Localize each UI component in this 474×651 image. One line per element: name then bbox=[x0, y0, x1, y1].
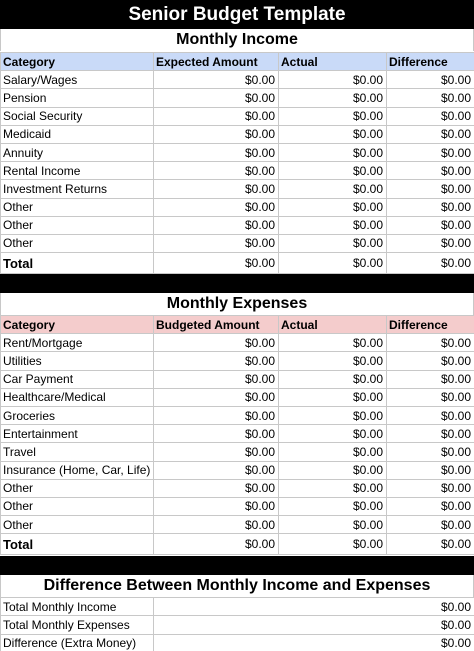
category-cell[interactable]: Rental Income bbox=[1, 162, 154, 180]
amount-cell[interactable]: $0.00 bbox=[279, 89, 387, 107]
amount-cell[interactable]: $0.00 bbox=[154, 461, 279, 479]
table-row bbox=[1, 443, 474, 461]
amount-cell[interactable]: $0.00 bbox=[279, 516, 387, 534]
amount-cell[interactable]: $0.00 bbox=[279, 125, 387, 143]
summary-amount[interactable]: $0.00 bbox=[154, 634, 474, 651]
category-cell[interactable]: Annuity bbox=[1, 143, 154, 161]
summary-row bbox=[1, 634, 474, 651]
amount-cell[interactable]: $0.00 bbox=[279, 425, 387, 443]
amount-cell[interactable]: $0.00 bbox=[387, 334, 474, 352]
table-row bbox=[1, 89, 474, 107]
amount-cell[interactable]: $0.00 bbox=[154, 352, 279, 370]
amount-cell[interactable]: $0.00 bbox=[387, 125, 474, 143]
amount-cell[interactable]: $0.00 bbox=[387, 443, 474, 461]
amount-cell[interactable]: $0.00 bbox=[154, 370, 279, 388]
table-row bbox=[1, 216, 474, 234]
column-header: Category bbox=[1, 316, 154, 334]
amount-cell[interactable]: $0.00 bbox=[279, 479, 387, 497]
total-amount[interactable]: $0.00 bbox=[154, 253, 279, 274]
total-label[interactable]: Total bbox=[1, 534, 154, 555]
amount-cell[interactable]: $0.00 bbox=[387, 89, 474, 107]
amount-cell[interactable]: $0.00 bbox=[387, 198, 474, 216]
amount-cell[interactable]: $0.00 bbox=[154, 71, 279, 89]
amount-cell[interactable]: $0.00 bbox=[387, 461, 474, 479]
category-cell[interactable]: Other bbox=[1, 216, 154, 234]
expenses-table bbox=[0, 315, 474, 555]
table-row bbox=[1, 497, 474, 515]
summary-label[interactable]: Difference (Extra Money) bbox=[1, 634, 154, 651]
total-row bbox=[1, 253, 474, 274]
category-cell[interactable]: Healthcare/Medical bbox=[1, 388, 154, 406]
difference-section-title: Difference Between Monthly Income and Expenses bbox=[0, 575, 474, 597]
table-row bbox=[1, 388, 474, 406]
table-row bbox=[1, 162, 474, 180]
amount-cell[interactable]: $0.00 bbox=[387, 370, 474, 388]
total-amount[interactable]: $0.00 bbox=[154, 534, 279, 555]
category-cell[interactable]: Other bbox=[1, 234, 154, 252]
column-header: Difference bbox=[387, 53, 474, 71]
amount-cell[interactable]: $0.00 bbox=[387, 180, 474, 198]
category-cell[interactable]: Investment Returns bbox=[1, 180, 154, 198]
table-row bbox=[1, 370, 474, 388]
amount-cell[interactable]: $0.00 bbox=[279, 461, 387, 479]
amount-cell[interactable]: $0.00 bbox=[279, 388, 387, 406]
total-amount[interactable]: $0.00 bbox=[279, 253, 387, 274]
table-row bbox=[1, 198, 474, 216]
amount-cell[interactable]: $0.00 bbox=[387, 107, 474, 125]
category-cell[interactable]: Rent/Mortgage bbox=[1, 334, 154, 352]
category-cell[interactable]: Car Payment bbox=[1, 370, 154, 388]
amount-cell[interactable]: $0.00 bbox=[279, 71, 387, 89]
summary-label[interactable]: Total Monthly Expenses bbox=[1, 616, 154, 634]
category-cell[interactable]: Travel bbox=[1, 443, 154, 461]
column-header: Expected Amount bbox=[154, 53, 279, 71]
amount-cell[interactable]: $0.00 bbox=[154, 162, 279, 180]
amount-cell[interactable]: $0.00 bbox=[387, 388, 474, 406]
total-row bbox=[1, 534, 474, 555]
total-amount[interactable]: $0.00 bbox=[387, 253, 474, 274]
category-cell[interactable]: Utilities bbox=[1, 352, 154, 370]
category-cell[interactable]: Medicaid bbox=[1, 125, 154, 143]
table-row bbox=[1, 461, 474, 479]
table-row bbox=[1, 71, 474, 89]
category-cell[interactable]: Entertainment bbox=[1, 425, 154, 443]
table-row bbox=[1, 107, 474, 125]
amount-cell[interactable]: $0.00 bbox=[279, 216, 387, 234]
table-header-row bbox=[1, 53, 474, 71]
amount-cell[interactable]: $0.00 bbox=[387, 143, 474, 161]
amount-cell[interactable]: $0.00 bbox=[387, 425, 474, 443]
income-table bbox=[0, 52, 474, 274]
amount-cell[interactable]: $0.00 bbox=[279, 143, 387, 161]
total-label[interactable]: Total bbox=[1, 253, 154, 274]
summary-amount[interactable]: $0.00 bbox=[154, 598, 474, 616]
page-title: Senior Budget Template bbox=[0, 0, 474, 29]
table-row bbox=[1, 425, 474, 443]
amount-cell[interactable]: $0.00 bbox=[279, 497, 387, 515]
category-cell[interactable]: Social Security bbox=[1, 107, 154, 125]
category-cell[interactable]: Pension bbox=[1, 89, 154, 107]
amount-cell[interactable]: $0.00 bbox=[279, 370, 387, 388]
amount-cell[interactable]: $0.00 bbox=[387, 516, 474, 534]
amount-cell[interactable]: $0.00 bbox=[279, 334, 387, 352]
amount-cell[interactable]: $0.00 bbox=[279, 198, 387, 216]
amount-cell[interactable]: $0.00 bbox=[279, 234, 387, 252]
category-cell[interactable]: Groceries bbox=[1, 406, 154, 424]
total-amount[interactable]: $0.00 bbox=[387, 534, 474, 555]
amount-cell[interactable]: $0.00 bbox=[387, 352, 474, 370]
amount-cell[interactable]: $0.00 bbox=[154, 143, 279, 161]
amount-cell[interactable]: $0.00 bbox=[387, 479, 474, 497]
amount-cell[interactable]: $0.00 bbox=[154, 406, 279, 424]
amount-cell[interactable]: $0.00 bbox=[387, 216, 474, 234]
amount-cell[interactable]: $0.00 bbox=[387, 162, 474, 180]
amount-cell[interactable]: $0.00 bbox=[279, 352, 387, 370]
amount-cell[interactable]: $0.00 bbox=[279, 406, 387, 424]
amount-cell[interactable]: $0.00 bbox=[154, 234, 279, 252]
difference-table bbox=[0, 597, 474, 651]
table-row bbox=[1, 516, 474, 534]
summary-row bbox=[1, 616, 474, 634]
table-row bbox=[1, 352, 474, 370]
amount-cell[interactable]: $0.00 bbox=[279, 443, 387, 461]
summary-row bbox=[1, 598, 474, 616]
income-section-title: Monthly Income bbox=[0, 29, 474, 51]
category-cell[interactable]: Other bbox=[1, 516, 154, 534]
table-row bbox=[1, 180, 474, 198]
amount-cell[interactable]: $0.00 bbox=[154, 516, 279, 534]
section-divider bbox=[0, 556, 474, 575]
amount-cell[interactable]: $0.00 bbox=[154, 388, 279, 406]
amount-cell[interactable]: $0.00 bbox=[154, 198, 279, 216]
table-row bbox=[1, 143, 474, 161]
amount-cell[interactable]: $0.00 bbox=[387, 497, 474, 515]
column-header: Difference bbox=[387, 316, 474, 334]
amount-cell[interactable]: $0.00 bbox=[279, 107, 387, 125]
table-row bbox=[1, 125, 474, 143]
category-cell[interactable]: Other bbox=[1, 479, 154, 497]
amount-cell[interactable]: $0.00 bbox=[154, 497, 279, 515]
expenses-section-title: Monthly Expenses bbox=[0, 293, 474, 315]
amount-cell[interactable]: $0.00 bbox=[387, 406, 474, 424]
amount-cell[interactable]: $0.00 bbox=[154, 89, 279, 107]
amount-cell[interactable]: $0.00 bbox=[154, 180, 279, 198]
amount-cell[interactable]: $0.00 bbox=[154, 107, 279, 125]
category-cell[interactable]: Insurance (Home, Car, Life) bbox=[1, 461, 154, 479]
amount-cell[interactable]: $0.00 bbox=[154, 443, 279, 461]
column-header: Actual bbox=[279, 316, 387, 334]
summary-amount[interactable]: $0.00 bbox=[154, 616, 474, 634]
section-divider bbox=[0, 274, 474, 293]
amount-cell[interactable]: $0.00 bbox=[154, 425, 279, 443]
column-header: Actual bbox=[279, 53, 387, 71]
amount-cell[interactable]: $0.00 bbox=[387, 234, 474, 252]
table-row bbox=[1, 334, 474, 352]
column-header: Budgeted Amount bbox=[154, 316, 279, 334]
total-amount[interactable]: $0.00 bbox=[279, 534, 387, 555]
amount-cell[interactable]: $0.00 bbox=[154, 334, 279, 352]
amount-cell[interactable]: $0.00 bbox=[154, 125, 279, 143]
amount-cell[interactable]: $0.00 bbox=[279, 180, 387, 198]
table-row bbox=[1, 406, 474, 424]
summary-label[interactable]: Total Monthly Income bbox=[1, 598, 154, 616]
table-row bbox=[1, 234, 474, 252]
table-row bbox=[1, 479, 474, 497]
amount-cell[interactable]: $0.00 bbox=[154, 479, 279, 497]
category-cell[interactable]: Salary/Wages bbox=[1, 71, 154, 89]
category-cell[interactable]: Other bbox=[1, 198, 154, 216]
amount-cell[interactable]: $0.00 bbox=[279, 162, 387, 180]
category-cell[interactable]: Other bbox=[1, 497, 154, 515]
amount-cell[interactable]: $0.00 bbox=[154, 216, 279, 234]
amount-cell[interactable]: $0.00 bbox=[387, 71, 474, 89]
table-header-row bbox=[1, 316, 474, 334]
column-header: Category bbox=[1, 53, 154, 71]
